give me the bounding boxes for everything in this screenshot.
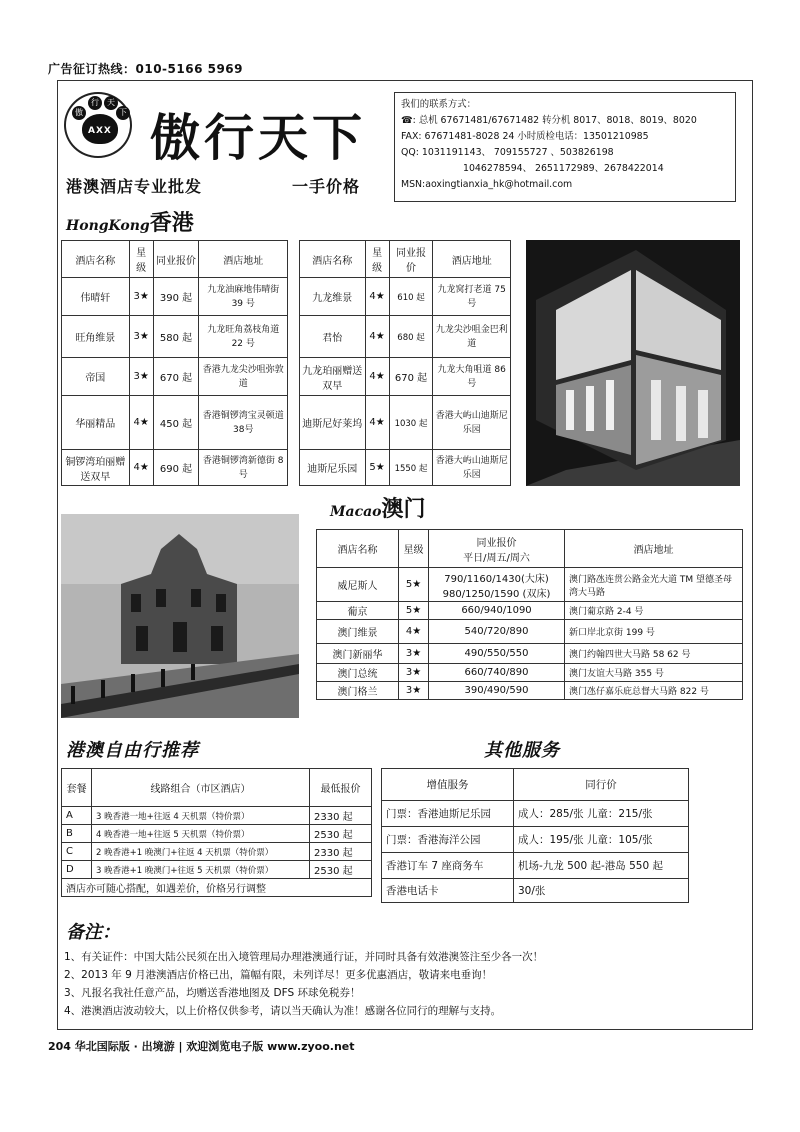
route-combo: 2 晚香港+1 晚澳门+往返 4 天机票（特价票） (92, 843, 310, 861)
hk-title-cn: 香港 (149, 210, 194, 236)
price-twin-bed: 980/1250/1590 (双床) (442, 588, 551, 600)
table-row (382, 853, 689, 879)
macau-header-addr: 酒店地址 (565, 530, 743, 568)
hotel-name: 伟晴轩 (62, 278, 130, 316)
hotel-address: 新口岸北京街 199 号 (565, 620, 743, 644)
route-combo: 3 晚香港+1 晚澳门+往返 5 天机票（特价票） (92, 861, 310, 879)
table-row (300, 450, 511, 486)
hotel-address: 九龙大角咀道 86 号 (433, 358, 511, 396)
route-combo: 3 晚香港一地+往返 4 天机票（特价票） (92, 807, 310, 825)
hotel-price (429, 568, 565, 602)
hotel-price: 540/720/890 (429, 620, 565, 644)
ad-hotline: 广告征订热线：010-5166 5969 (48, 62, 244, 76)
tagline-wholesale: 港澳酒店专业批发 (66, 177, 203, 196)
table-row (62, 316, 288, 358)
table-row (317, 568, 743, 602)
hotel-name: 澳门格兰 (317, 682, 399, 700)
route-header-combo: 线路组合（市区酒店） (92, 769, 310, 807)
hotel-star: 5★ (399, 568, 429, 602)
notes-title: 备注： (66, 922, 120, 943)
hotel-address: 香港铜锣湾新德街 8 号 (199, 450, 288, 486)
service-item: 香港电话卡 (382, 879, 514, 903)
contact-fax: FAX: 67671481-8028 24 小时质检电话：13501210985 (401, 131, 649, 142)
hotel-address: 九龙油麻地伟晴街 39 号 (199, 278, 288, 316)
hotel-price: 390/490/590 (429, 682, 565, 700)
hotel-name: 华丽精品 (62, 396, 130, 450)
hotel-address: 香港九龙尖沙咀弥敦道 (199, 358, 288, 396)
hotel-address: 九龙尖沙咀金巴利道 (433, 316, 511, 358)
service-price: 30/张 (514, 879, 689, 903)
note-item: 3、凡报名我社任意产品，均赠送香港地图及 DFS 环球免税券！ (64, 987, 361, 999)
table-row (317, 620, 743, 644)
hk-hotel-table-left (61, 240, 288, 486)
hotel-star: 4★ (399, 620, 429, 644)
hotel-star: 4★ (365, 316, 389, 358)
note-item: 4、港澳酒店波动较大，以上价格仅供参考，请以当天确认为准！感谢各位同行的理解与支持。 (64, 1005, 502, 1017)
table-row (382, 801, 689, 827)
hk-storefront-photo (526, 240, 740, 486)
hotel-star: 4★ (365, 358, 389, 396)
hk-right-header-addr: 酒店地址 (433, 241, 511, 278)
hotel-price: 660/740/890 (429, 664, 565, 682)
hk-right-header-name: 酒店名称 (300, 241, 366, 278)
contact-qq-1: QQ: 1031191143、 709155727 、503826198 (401, 147, 614, 158)
table-row (317, 602, 743, 620)
note-item: 1、有关证件：中国大陆公民须在出入境管理局办理港澳通行证，并同时具备有效港澳签注至少各一次！ (64, 951, 544, 963)
macau-title-script: Macao (330, 504, 382, 520)
hotel-price: 680 起 (389, 316, 433, 358)
hotel-name: 迪斯尼好莱坞 (300, 396, 366, 450)
table-row (62, 450, 288, 486)
route-package: C (62, 843, 92, 861)
hotel-name: 旺角维景 (62, 316, 130, 358)
service-item: 香港订车 7 座商务车 (382, 853, 514, 879)
table-row (382, 827, 689, 853)
route-price: 2530 起 (310, 825, 372, 843)
hotel-price: 660/940/1090 (429, 602, 565, 620)
table-row (62, 825, 372, 843)
hotel-name: 迪斯尼乐园 (300, 450, 366, 486)
hotel-name: 澳门维景 (317, 620, 399, 644)
hotel-star: 3★ (399, 644, 429, 664)
brand-name: 傲行天下 (150, 108, 366, 167)
brand-logo (64, 92, 132, 158)
hotel-price: 390 起 (153, 278, 199, 316)
service-price: 成人：195/张 儿童：105/张 (514, 827, 689, 853)
hk-section-title (66, 206, 194, 237)
table-row (300, 396, 511, 450)
hk-right-header-star: 星级 (365, 241, 389, 278)
macau-hotel-table (316, 529, 743, 700)
service-price: 成人：285/张 儿童：215/张 (514, 801, 689, 827)
hotel-price: 1030 起 (389, 396, 433, 450)
service-price: 机场-九龙 500 起-港岛 550 起 (514, 853, 689, 879)
logo-toe-2: 天 (104, 96, 118, 110)
table-row (62, 278, 288, 316)
hotel-address: 香港大屿山迪斯尼乐园 (433, 450, 511, 486)
route-package: B (62, 825, 92, 843)
hotel-name: 葡京 (317, 602, 399, 620)
route-header-price: 最低报价 (310, 769, 372, 807)
hotel-address: 澳门友谊大马路 355 号 (565, 664, 743, 682)
hotel-name: 君怡 (300, 316, 366, 358)
tagline-price: 一手价格 (292, 177, 361, 196)
service-item: 门票：香港海洋公园 (382, 827, 514, 853)
route-footer-note: 酒店亦可随心搭配，如遇差价，价格另行调整 (62, 879, 372, 897)
hotel-address: 澳门葡京路 2-4 号 (565, 602, 743, 620)
hotel-price: 610 起 (389, 278, 433, 316)
hk-left-header-star: 星级 (129, 241, 153, 278)
hotel-price: 1550 起 (389, 450, 433, 486)
contact-phone: ☎: 总机 67671481/67671482 转分机 8017、8018、8019、8020 (401, 115, 697, 126)
hotel-star: 4★ (365, 396, 389, 450)
route-package: D (62, 861, 92, 879)
table-row (62, 396, 288, 450)
service-item: 门票：香港迪斯尼乐园 (382, 801, 514, 827)
table-row (317, 664, 743, 682)
hotel-address: 澳门路氹连贯公路金光大道 TM 望德圣母湾大马路 (565, 568, 743, 602)
table-row (62, 861, 372, 879)
macau-header-price (429, 530, 565, 568)
hotel-star: 5★ (365, 450, 389, 486)
price-large-bed: 790/1160/1430(大床) (444, 573, 549, 585)
table-row (300, 358, 511, 396)
hotel-price: 450 起 (153, 396, 199, 450)
hotel-name: 澳门总统 (317, 664, 399, 682)
hk-hotel-table-right (299, 240, 511, 486)
notes-list (64, 948, 543, 1020)
contact-box (394, 92, 736, 202)
macau-section-title (330, 492, 426, 523)
macau-header-price-label: 同业报价 (476, 537, 517, 549)
logo-toe-3: 傲 (72, 106, 86, 120)
hk-left-header-price: 同业报价 (153, 241, 199, 278)
service-table (381, 768, 689, 903)
hotel-name: 铜锣湾珀丽赠送双早 (62, 450, 130, 486)
hotel-address: 九龙窝打老道 75 号 (433, 278, 511, 316)
macau-ruins-photo (61, 514, 299, 718)
hotel-name: 威尼斯人 (317, 568, 399, 602)
route-table (61, 768, 372, 897)
table-row (62, 358, 288, 396)
macau-header-name: 酒店名称 (317, 530, 399, 568)
table-row (317, 682, 743, 700)
service-header-item: 增值服务 (382, 769, 514, 801)
service-header-price: 同行价 (514, 769, 689, 801)
hotel-address: 澳门约翰四世大马路 58 62 号 (565, 644, 743, 664)
table-row (300, 316, 511, 358)
hotel-address: 澳门氹仔嘉乐庇总督大马路 822 号 (565, 682, 743, 700)
table-row (382, 879, 689, 903)
hotel-star: 4★ (129, 450, 153, 486)
hotel-price: 670 起 (389, 358, 433, 396)
hotel-name: 帝国 (62, 358, 130, 396)
hk-left-header-addr: 酒店地址 (199, 241, 288, 278)
note-item: 2、2013 年 9 月港澳酒店价格已出，篇幅有限，未列详尽！更多优惠酒店，敬请来电垂询！ (64, 969, 493, 981)
hotel-star: 4★ (365, 278, 389, 316)
route-price: 2330 起 (310, 843, 372, 861)
route-price: 2530 起 (310, 861, 372, 879)
macau-title-cn: 澳门 (381, 496, 426, 522)
contact-qq-2: 1046278594、 2651172989、2678422014 (463, 163, 664, 174)
hotel-star: 3★ (129, 278, 153, 316)
hotel-address: 九龙旺角荔枝角道 22 号 (199, 316, 288, 358)
logo-toe-1: 行 (88, 96, 102, 110)
hotel-star: 5★ (399, 602, 429, 620)
hotel-address: 香港铜锣湾宝灵顿道 38号 (199, 396, 288, 450)
macau-header-star: 星级 (399, 530, 429, 568)
services-title: 其他服务 (484, 740, 560, 761)
table-row (300, 278, 511, 316)
hotel-star: 3★ (399, 664, 429, 682)
hotel-price: 670 起 (153, 358, 199, 396)
hk-left-header-name: 酒店名称 (62, 241, 130, 278)
page-footer: 204 华北国际版 · 出境游 | 欢迎浏览电子版 www.zyoo.net (48, 1040, 355, 1053)
hk-title-script: HongKong (66, 218, 150, 234)
logo-text: AXX (88, 126, 112, 136)
logo-toe-4: 下 (116, 106, 130, 120)
contact-title: 我们的联系方式： (401, 99, 477, 110)
hotel-name: 澳门新丽华 (317, 644, 399, 664)
hotel-name: 九龙维景 (300, 278, 366, 316)
hotel-address: 香港大屿山迪斯尼乐园 (433, 396, 511, 450)
table-row (62, 843, 372, 861)
route-price: 2330 起 (310, 807, 372, 825)
hotel-price: 490/550/550 (429, 644, 565, 664)
macau-header-price-days: 平日/周五/周六 (463, 552, 530, 564)
hotel-star: 3★ (129, 316, 153, 358)
table-row (62, 807, 372, 825)
contact-msn: MSN:aoxingtianxia_hk@hotmail.com (401, 179, 573, 190)
hotel-price: 690 起 (153, 450, 199, 486)
route-header-package: 套餐 (62, 769, 92, 807)
hotel-star: 3★ (129, 358, 153, 396)
hotel-star: 4★ (129, 396, 153, 450)
hotel-name: 九龙珀丽赠送双早 (300, 358, 366, 396)
hotel-price: 580 起 (153, 316, 199, 358)
hotel-star: 3★ (399, 682, 429, 700)
table-row (317, 644, 743, 664)
routes-title: 港澳自由行推荐 (66, 740, 199, 761)
hk-right-header-price: 同业报价 (389, 241, 433, 278)
route-package: A (62, 807, 92, 825)
route-combo: 4 晚香港一地+往返 5 天机票（特价票） (92, 825, 310, 843)
